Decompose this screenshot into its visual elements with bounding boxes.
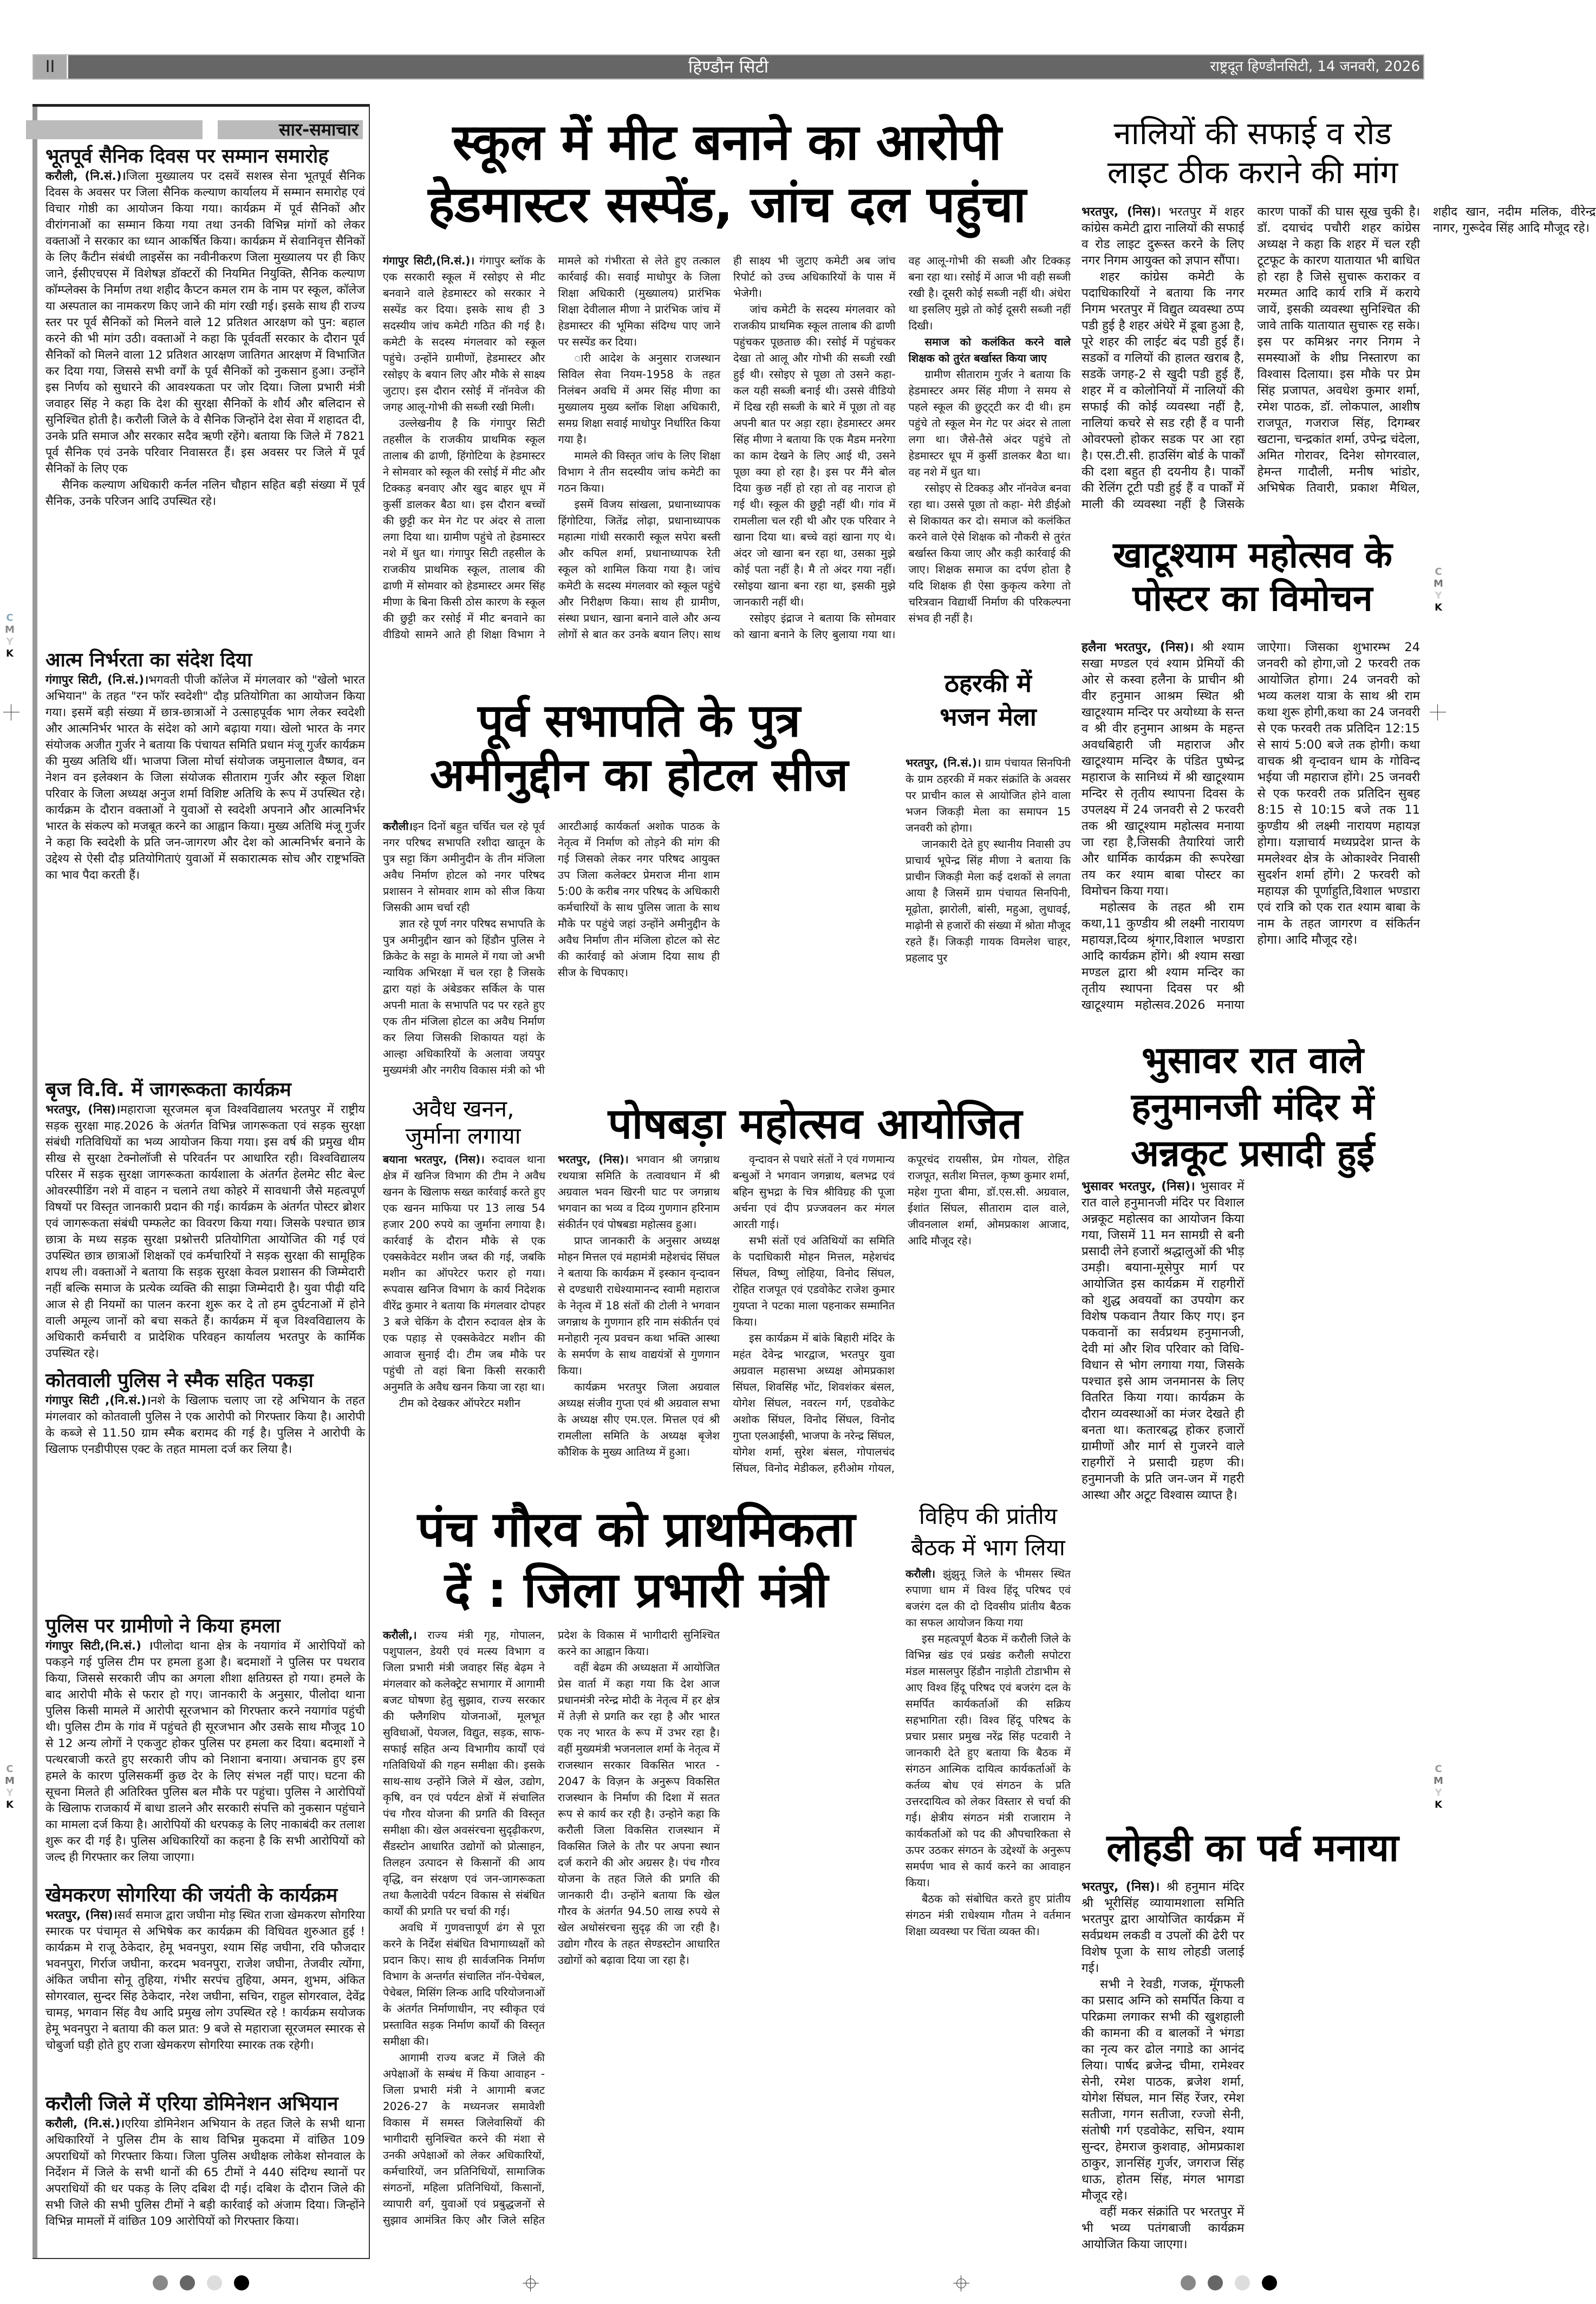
cmyk-letter: Y: [1435, 590, 1442, 601]
headline-line: अन्नकूट प्रसादी हुई: [1130, 1132, 1375, 1175]
article-body: [558, 1151, 720, 1232]
article-body: रसोइए इंद्राज ने बताया कि सोमवार को खाना बनाने के लिए बुलाया गया था। वह आलू-गोभी की सब्जी और टिक्कड़ बना रहा था। रसोई में आज भी वही सब्जी रखी है। दूसरी कोई सब्जी नहीं थी। अंधेरा था इसलिए मुझे तो कोई दूसरी सब्जी नहीं दिखी।: [733, 254, 1071, 641]
cmyk-letter: C: [1435, 566, 1442, 577]
article-dateline: करौली,।: [383, 1628, 417, 1641]
article-body: सैनिक कल्याण अधिकारी कर्नल नलिन चौहान सहित बड़ी संख्या में पूर्व सैनिक, उनके परिजन आदि उपस्थित रहे।: [45, 478, 365, 508]
article-dateline: बयाना भरतपुर, (निस)।: [383, 1153, 485, 1166]
article-body: [1082, 639, 1245, 899]
cmyk-letter: Y: [1435, 1787, 1442, 1799]
article-headline: भूतपूर्व सैनिक दिवस पर सम्मान समारोह: [45, 145, 329, 167]
page-number: II: [34, 55, 68, 79]
cmyk-mark: [1433, 566, 1444, 614]
article-headline: आत्म निर्भरता का संदेश दिया: [45, 649, 252, 671]
headline-line: स्कूल में मीट बनाने का आरोपी: [452, 113, 1002, 171]
cmyk-letter: M: [1434, 578, 1443, 589]
article-body: वृन्दावन से पधारे संतों ने एवं गणमान्य बन्धुओं ने भगवान जगन्नाथ, बलभद्र एवं बहिन सुभद्रा के चित्र श्रीविग्रह की पूजा अर्चना एवं दीप प्रज्जवलन कर मंगल आरती गाई।: [733, 1153, 895, 1231]
story-body: [383, 1627, 895, 2258]
registration-dot: [1235, 2275, 1250, 2290]
story-body: [1082, 204, 1596, 515]
brief-article: [45, 1614, 365, 1883]
article-dateline: करौली, (नि.सं.)।: [45, 2117, 125, 2131]
article-headline: खेमकरण सोगरिया की जयंती के कार्यक्रम: [45, 1884, 338, 1906]
article-body: ग्रामीण सीताराम गुर्जर ने बताया कि हेडमास्टर अमर सिंह मीणा ने समय से पहले स्कूल की छुट्ट्टी कर दी थी। हम पहुंचे तो स्कूल मेन गेट पर अंदर से ताला लगा था। जैसे-तैसे अंदर पहुंचे तो हेडमास्टर धूप में कुर्सी डालकर बैठा था। वह नशे में धुत था।: [908, 368, 1071, 478]
article-body: [45, 1393, 365, 1458]
article-body: [906, 1566, 1071, 1631]
article-dateline: भरतपुर, (नि.सं.)।: [906, 756, 981, 769]
headline-line: दें : जिला प्रभारी मंत्री: [444, 1562, 829, 1619]
story-headline: [1082, 114, 1423, 192]
registration-dot: [1181, 2275, 1196, 2290]
headline-line: बैठक में भाग लिया: [911, 1534, 1065, 1561]
cmyk-letter: C: [1435, 1763, 1442, 1775]
cmyk-mark: [4, 612, 15, 660]
article-text: भगवान श्री जगन्नाथ रथयात्रा समिति के तत्वावधान में श्री अग्रवाल भवन खिरनी घाट पर जगन्नाथ भगवान का भव्य व दिव्य गुणगान हरिनाम संकीर्तन एवं पोषबडा महोत्सव हुआ।: [558, 1153, 720, 1231]
story-headline: [379, 1095, 547, 1150]
article-body: वहीं मकर संक्रांति पर भरतपुर में भी भव्य पतंगबाजी कार्यक्रम आयोजित किया जाएगा।: [1082, 2205, 1245, 2251]
cmyk-letter: M: [5, 624, 15, 635]
article-body: रसोइए से टिक्कड़ और नॉनवेज बनवा रहा था। उससे पूछा तो कहा- मेरी डीईओ से शिकायत कर दो। समाज को कलंकित करने वाले ऐसे शिक्षक को नौकरी से तुरंत बर्खास्त किया जाए और कड़ी कार्रवाई की जाए। शिक्षक समाज का दर्पण होता है यदि शिक्षक ही ऐसा कुकृत्य करेगा तो चरित्रवान विद्यार्थी निर्माण की परिकल्पना संभव ही नहीं है।: [908, 482, 1071, 625]
column-label: सार-समाचार: [214, 120, 363, 139]
headline-line: जुर्माना लगाया: [405, 1122, 521, 1149]
cmyk-letter: C: [6, 612, 14, 624]
registration-dot: [234, 2275, 249, 2290]
cmyk-letter: K: [1435, 602, 1442, 613]
news-briefs-column: [32, 104, 370, 2259]
article-dateline: भरतपुर, (निस)।: [45, 1909, 118, 1922]
cmyk-letter: M: [1434, 1775, 1443, 1787]
cmyk-letter: Y: [6, 636, 14, 647]
headline-line: पूर्व सभापति के पुत्र: [478, 694, 800, 747]
cmyk-letter: Y: [6, 1787, 14, 1799]
article-dateline: गंगापुर सिटी,(नि.सं.)।: [383, 254, 475, 267]
headline-line: नालियों की सफाई व रोड: [1113, 115, 1392, 152]
article-dateline: भरतपुर, (निस)।: [558, 1153, 629, 1166]
article-body: [383, 252, 545, 415]
registration-dot: [1208, 2275, 1223, 2290]
headline-line: भजन मेला: [940, 702, 1037, 731]
article-body: सभी ने रेवडी, गजक, मूॅगफली का प्रसाद अग्नि को समर्पित किया व परिक्रमा लगाकर सभी की खुशहाली की कामना की व बालकों ने भंगडा का नृत्य कर ढोल नगाडे का आनंद लिया। पार्षद ब्रजेन्द्र चीमा, रामेश्वर सेनी, रमेश पाठक, ब्रजेश शर्मा, योगेश सिंघल, मान सिंह रेंजर, रमेश सतीजा, गगन सतीजा, रज्जो सेनी, संतोषी गर्ग एडवोकेट, सचिन, श्याम सुन्दर, हेमराज कुशवाह, ओमप्रकाश ठाकुर, ज्ञानसिंह गुर्जर, जगराज सिंह धाऊ, होतम सिंह, मंगल भागडा मौजूद रहे।: [1082, 1977, 1245, 2203]
article-body: इसमें विजय सांखला, प्रधानाध्यापक हिंगोटिया, जितेंद्र लोढ़ा, प्रधानाध्यापक महात्मा गांधी सरकारी स्कूल सपेरा बस्ती और कपिल शर्मा, प्रधानाध्यापक रेती स्कूल को शामिल किया गया है। जांच कमेटी के सदस्य मंगलवार को स्कूल पहुंचे और निरीक्षण किया। साथ ही ग्रामीण, संस्था प्रधान, खाना बनाने वाले और अन्य लोगों से बात कर उनके बयान लिए। साथ ही साक्ष्य भी जुटाए कमेटी अब जांच रिपोर्ट को उच्च अधिकारियों के पास में भेजेगी।: [558, 254, 896, 641]
headline-line: हनुमानजी मंदिर में: [1131, 1086, 1374, 1128]
article-text: भरतपुर में शहर कांग्रेस कमेटी द्वारा नालियों की सफाई व रोड लाइट दुरूस्त करने के लिए नगर निगम आयुक्त को ज्ञपान सौंपा।: [1082, 205, 1245, 268]
headline-line: अवैध खनन,: [412, 1095, 514, 1122]
headline-line: हेडमास्टर सस्पेंड, जांच दल पहुंचा: [428, 176, 1026, 233]
article-body: टीम को देखकर ऑपरेटर मशीन: [399, 1397, 520, 1410]
article-body: [45, 1638, 365, 1866]
article-body: इस महत्वपूर्ण बैठक में करौली जिले के विभिन्न खंड एवं प्रखंड करौली सपोटरा मंडल मासलपुर हिंडौन नाड़ोती टोडाभीम से आए विश्व हिंदू परिषद एवं बजरंग दल के समर्पित कार्यकर्ताओं की सक्रिय सहभागिता रही। विश्व हिंदू परिषद के प्रचार प्रसार प्रमुख नरेंद्र सिंह पटवारी ने जानकारी देते हुए बताया कि बैठक में संगठन आत्मिक दायित्व कार्यकर्ताओं के कर्तव्य बोध एवं संगठन के प्रति उत्तरदायित्व को लेकर विस्तार से चर्चा की गई। क्षेत्रीय संगठन मंत्री राजाराम ने कार्यकर्ताओं को पद की औपचारिकता से ऊपर उठकर संगठन के उद्देश्यों के अनुरूप समर्पण भाव से कार्य करने का आवाहन किया।: [906, 1632, 1071, 1889]
registration-dot: [1262, 2275, 1277, 2290]
registration-dot: [207, 2275, 222, 2290]
article-body: आगामी राज्य बजट में जिले की अपेक्षाओं के सम्बंध में किया आवाहन - जिला प्रभारी मंत्री ने आगामी बजट 2026-27 के मध्यनजर समावेशी विकास में समस्त जिलेवासियों की भागीदारी सुनिश्चित करने की मंशा से उनकी अपेक्षाओं को लेकर अधिकारियों, कर्मचारियों, जन प्रतिनिधियों, सामाजिक संगठनों, महिला प्रतिनिधियों, किसानों, व्यापारी वर्ग, युवाओं एवं प्रबुद्धजनों से सुझाव आमंत्रित किए और जिले सहित प्रदेश के विकास में भागीदारी सुनिश्चित करने का आह्वान किया।: [383, 1628, 720, 2227]
article-body: [45, 672, 365, 884]
article-dateline: करौली।: [906, 1567, 936, 1580]
headline-line: लाइट ठीक कराने की मांग: [1107, 154, 1398, 191]
article-dateline: गंगापुर सिटी,(नि.सं.) ।: [45, 1639, 153, 1653]
registration-dot: [153, 2275, 168, 2290]
story-body: [1082, 1178, 1420, 1807]
article-text: भगवती पीजी कॉलेज में मंगलवार को "खेलो भारत अभियान" के तहत "रन फॉर स्वदेशी" दौड़ प्रतियोगिता का आयोजन किया गया। इसमें बड़ी संख्या में छात्र-छात्राओं ने उत्साहपूर्वक भाग लेकर स्वदेशी और आत्मनिर्भर भारत के संदेश को आगे बढ़ाया गया। खेलो भारत के नगर संयोजक अजीत गुर्जर ने बताया कि पंचायत समिति प्रधान मंजू गुर्जर कार्यक्रम की मुख्य अतिथि थीं। भाजपा जिला मोर्चा संयोजक जमुनालाल वैष्णव, वन नेशन वन इलेक्शन के जिला संयोजक सीताराम गुर्जर और स्कूल शिक्षा परिवार के जिला अध्यक्ष अनुज शर्मा विशिष्ट अतिथि के रूप में उपस्थित रहे। कार्यक्रम के दौरान वक्ताओं ने युवाओं से स्वदेशी अपनाने और आत्मनिर्भर भारत के संकल्प को मजबूत करने का आह्वान किया। मुख्य अतिथि मंजू गुर्जर ने कहा कि स्वदेशी के प्रति जन-जागरण और देश को आत्मनिर्भर बनाने के उद्देश्य से ऐसी दौड़ प्रतियोगिताएं युवाओं में सकारात्मक सोच और राष्ट्रभक्ति का भाव पैदा करती हैं।: [45, 673, 365, 882]
article-body: सभी संतों एवं अतिथियों का समिति के पदाधिकारी मोहन मित्तल, महेशचंद सिंघल, विष्णु लोहिया, विनोद सिंघल, रोहित राजपूत एवं एडवोकेट राजेश कुमार गुयप्ता ने पटका माला पहनाकर सम्मानित किया।: [733, 1234, 895, 1328]
story-headline: [379, 693, 899, 802]
lead-headline: [379, 111, 1075, 236]
article-body: [383, 1627, 545, 1919]
article-text: सर्व समाज द्वारा जघीना मोड़ स्थित राजा खेमकरण सोगरिया स्मारक पर पंचामृत से अभिषेक कर कार्यक्रम की विधिवत शुरुआत हुई ! कार्यक्रम मे राजू ठेकेदार, हेमू भवनपुरा, श्याम सिंह जघीना, रवि फौजदार भवनपुरा, गिर्राज जघीना, करदम भवनपुरा, राजेश जघीना, तेजवीर त्योंगा, अंकित जघीना सोनू तुहिया, गंभीर सरपंच तुहिया, अमन, शुभम, अंकित सोगरवाल, सुन्दर सिंह ठेकेदार, नरेश जघीना, सचिन, राहुल सोगरवाल, देवेंद्र चामड़, भगवान सिंह वैध आदि प्रमुख लोग उपस्थित रहे ! कार्यक्रम सयोजक हेमू भवनपुरा ने बताया की कल प्रात: 9 बजे से महाराजा सूरजमल स्मारक से चोबुर्जा घड़ी होते हुए राजा खेमकरण सोगरिया स्मारक तक रहेगी।: [45, 1909, 365, 2052]
article-body: महोत्सव के तहत श्री राम कथा,11 कुण्डीय श्री लक्ष्मी नारायण महायज्ञ,दिव्य श्रृंगार,विशाल भण्डारा आदि कार्यक्रम होंगे। श्री श्याम सखा मण्डल द्वारा श्री श्याम मन्दिर का तृतीय स्थापना दिवस पर श्री खाटूश्याम महोत्सव.2026 मनाया जाऐगा। जिसका शुभारम्भ 24 जनवरी को होगा,जो 2 फरवरी तक आयोजित होगा। 24 जनवरी को भव्य कलश यात्रा के साथ श्री राम कथा शुरू होगी,कथा का 24 जनवरी से एक फरवरी तक प्रतिदिन 12:15 से सायं 5:00 बजे तक होगी। कथा वाचक श्री वृन्दावन धाम के गोविन्द भईया जी महाराज होंगे। 25 जनवरी से एक फरवरी तक प्रतिदिन सुबह 8:15 से 10:15 बजे तक 11 कुण्डीय श्री लक्ष्मी नारायण महायज्ञ होगा। यज्ञाचार्य मध्यप्रदेश प्रान्त के ममलेश्वर क्षेत्र के ओकाश्वेर निवासी सुदर्शन शर्मा होंगे। 2 फरवरी को महायज्ञ की पूर्णाहुति,विशाल भण्डारा एवं रात्रि को एक रात श्याम बाबा के नाम के तहत जागरण व संकिर्तन होगा। आदि मौजूद रहे।: [1082, 640, 1420, 1012]
registration-crosshair: [953, 2275, 969, 2292]
article-dateline: करौली।: [383, 820, 413, 833]
article-body: अवधि में गुणवत्तापूर्ण ढंग से पूरा करने के निर्देश संबंधित विभागाध्यक्षों को प्रदान किए। साथ ही सार्वजनिक निर्माण विभाग के अन्तर्गत संचालित नॉन-पेचेबल, पेचेबल, मिसिंग लिन्क आदि परियोजनाओं के अंतर्गत निर्माणाधीन, नए स्वीकृत एवं प्रस्तावित सड़क निर्माण कार्यों की विस्तृत समीक्षा की।: [383, 1921, 545, 2048]
page-header-band: [32, 54, 1424, 80]
article-headline: बृज वि.वि. में जागरूकता कार्यक्रम: [45, 1079, 291, 1101]
article-body: ारी आदेश के अनुसार राजस्थान सिविल सेवा नियम-1958 के तहत निलंबन अवधि में अमर सिंह मीणा का मुख्यालय मुख्य ब्लॉक शिक्षा अधिकारी, समग्र शिक्षा सवाई माधोपुर निर्धारित किया गया है।: [558, 352, 720, 446]
article-text: ग्राम पंचायत सिनपिनी के ग्राम ठहरकी में मकर संक्रांति के अवसर पर प्राचीन काल से आयोजित होने वाला भजन जिकड़ी मेला का समापन 15 जनवरी को होगा।: [906, 756, 1071, 834]
article-body: [1082, 1879, 1245, 1976]
brief-article: [45, 2092, 365, 2257]
story-body: [1082, 1879, 1420, 2258]
article-text: महाराजा सूरजमल बृज विश्वविद्यालय भरतपुर में राष्ट्रीय सड़क सुरक्षा माह.2026 के अंतर्गत विभिन्न जागरूकता एवं सड़क सुरक्षा संबंधी गतिविधियों का भव्य आयोजन किया गया। इस वर्ष की प्रमुख थीम सीख से सुरक्षा टेक्नोलॉजी से परिवर्तन पर आधारित रही। विश्वविद्यालय परिसर में सड़क सुरक्षा जागरूकता कार्यशाला के अंतर्गत हेलमेट सीट बेल्ट ओवरस्पीडिंग नशे में वाहन न चलाने तथा कोहरे में सावधानी जैसे महत्वपूर्ण विषयों पर विस्तृत जानकारी प्रदान की गई। कार्यक्रम के अंतर्गत पोस्टर ब्रोशर एवं जागरूकता संबंधी पम्फलेट का विवरण किया गया। जिसके पश्चात छात्र छात्रा के मध्य सड़क सुरक्षा प्रश्नोत्तरी प्रतियोगिता आयोजित की गई एवं उपस्थित छात्र छात्राओं शिक्षकों एवं कर्मचारियों ने सड़क सुरक्षा की सामूहिक शपथ ली। वक्ताओं ने बताया कि सड़क सुरक्षा केवल प्रशासन की जिम्मेदारी नहीं बल्कि समाज के प्रत्येक व्यक्ति की साझा जिम्मेदारी है। युवा पीढ़ी यदि आज से ही नियमों का पालन करना शुरू कर दे तो हम दुर्घटनाओं में होने वाली अमूल्य जानों को बचा सकते हैं। कार्यक्रम में बृज विश्वविद्यालय के अधिकारी कर्मचारी व प्रादेशिक परिवहन कार्यालय भरतपुर के कार्मिक उपस्थित रहे।: [45, 1103, 365, 1360]
article-body: [45, 168, 365, 477]
lead-story-body: [383, 252, 1071, 648]
article-dateline: भुसावर भरतपुर, (निस)।: [1082, 1179, 1195, 1193]
article-body: कार्यक्रम भरतपुर जिला अग्रवाल अध्यक्ष संजीव गुप्ता एवं श्री अग्रवाल सभा के अध्यक्ष सीए एम.एल. मित्तल एवं श्री रामलीला समिति के अध्यक्ष बृजेश कौशिक के मुख्य आतिथ्य में हुआ।: [558, 1380, 720, 1458]
article-body: मामले की विस्तृत जांच के लिए शिक्षा विभाग ने तीन सदस्यीय जांच कमेटी का गठन किया।: [558, 449, 720, 495]
registration-crosshair: [523, 2275, 539, 2292]
story-headline: [1082, 534, 1423, 620]
article-text: झुंझुनू जिले के भीमसर स्थित रुपाणा धाम में विश्व हिंदू परिषद एवं बजरंग दल की दो दिवसीय प्रांतीय बैठक का सफल आयोजन किया गया: [906, 1567, 1071, 1629]
article-body: [45, 2116, 365, 2230]
story-headline: लोहडी का पर्व मनाया: [1106, 1826, 1399, 1870]
cmyk-mark: [4, 1763, 15, 1811]
cmyk-letter: C: [6, 1763, 14, 1775]
article-subhead: समाज को कलंकित करने वाले शिक्षक को तुरंत बर्खास्त किया जाए: [908, 335, 1071, 365]
article-body: [45, 1102, 365, 1362]
article-dateline: करौली, (नि.सं.)।: [45, 170, 126, 183]
article-body: [1082, 1178, 1245, 1503]
story-body: [558, 1151, 1070, 1487]
article-text: एरिया डोमिनेशन अभियान के तहत जिले के सभी थाना अधिकारियों ने पुलिस टीम के साथ विभिन्न मुकदमा में वांछित 109 अपराधियों को गिरफ्तार किया। जिला पुलिस अधीक्षक लोकेश सोनवाल के निर्देशन में जिले के सभी थानों की 65 टीमों ने 440 संदिग्ध स्थानों पर अपराधियों की धर पकड़ के लिए दबिश दी गई। दबिश के दौरान जिले की सभी जिले की सभी पुलिस टीमों ने बड़ी कार्रवाई को अंजाम दिया। जिन्होंने विभिन्न मामलों में वांछित 109 आरोपियों को गिरफ्तार किया।: [45, 2117, 365, 2228]
article-text: रुदावल थाना क्षेत्र में खनिज विभाग की टीम ने अवैध खनन के खिलाफ सख्त कार्रवाई करते हुए एक खनन माफिया पर 13 लाख 54 हजार 200 रुपये का जुर्माना लगाया है। कार्रवाई के दौरान मौके से एक एक्सकेवेटर मशीन जब्त की गई, जबकि मशीन का ऑपरेटर फरार हो गया। रूपवास खनिज विभाग के कार्य निदेशक वीरेंद्र कुमार ने बताया कि मंगलवार दोपहर 3 बजे चेकिंग के दौरान रुदावल क्षेत्र के एक पहाड़ से एक्सकेवेटर मशीन की आवाज सुनाई दी। टीम जब मौके पर पहुंची तो वहां बिना किसी सरकारी अनुमति के अवैध खनन किया जा रहा था।: [383, 1153, 545, 1393]
story-headline: [1082, 1037, 1423, 1177]
story-body: [383, 818, 895, 1089]
article-text: राज्य मंत्री गृह, गोपालन, पशुपालन, डेयरी एवं मत्स्य विभाग व जिला प्रभारी मंत्री जवाहर सिंह बेढ़म ने मंगलवार को कलेक्ट्रेट सभागार में आगामी बजट घोषणा हेतु सुझाव, राज्य सरकार की फ्लैगशिप योजनाओं, मूलभूत सुविधाओं, पेयजल, विद्युत, सड़क, साफ-सफाई सहित अन्य विभागीय कार्यों एवं गतिविधियों की गहन समीक्षा की। इसके साथ-साथ उन्होंने जिले में खेल, उद्योग, कृषि, वन एवं पर्यटन क्षेत्रों में संचालित पंच गौरव योजना की प्रगति की विस्तृत समीक्षा की। खेल अवसंरचना सुदृढ़ीकरण, सैंडस्टोन आधारित उद्योगों को प्रोत्साहन, तिलहन उत्पादन से किसानों की आय वृद्धि, वन संरक्षण एवं जन-जागरूकता तथा कैलादेवी पर्यटन विकास से संबंधित कार्यों की प्रगति पर चर्चा की गई।: [383, 1628, 545, 1918]
article-text: नशे के खिलाफ चलाए जा रहे अभियान के तहत मंगलवार को कोतवाली पुलिस ने एक आरोपी को गिरफ्तार किया है। आरोपी के कब्जे से 11.50 ग्राम स्मैक बरामद की गई है। पुलिस ने आरोपी के खिलाफ एनडीपीएस एक्ट के तहत मामला दर्ज कर लिया है।: [45, 1394, 365, 1456]
brief-article: [45, 648, 365, 1071]
article-body: प्राप्त जानकारी के अनुसार अध्यक्ष मोहन मित्तल एवं महामंत्री महेशचंद सिंघल ने बताया कि कार्यक्रम में इस्कान वृन्दावन से दण्डधारी राधेश्यामानन्द स्वामी महाराज के नेतृत्व में 18 संतों की टोली ने भगवान जगन्नाथ के गुणगान हरि नाम संकीर्तन एवं मनोहारी नृत्य प्रवचन कथा भक्ति आस्था के समर्पण के साथ वाद्ययंत्रों से गुणगान किया।: [558, 1234, 720, 1377]
registration-crosshair: [1430, 704, 1446, 721]
edition-dateline: राष्ट्रदूत हिण्डौनसिटी, 14 जनवरी, 2026: [1210, 59, 1420, 75]
headline-line: पोस्टर का विमोचन: [1132, 577, 1373, 619]
article-body: जानकारी देते हुए स्थानीय निवासी उप प्राचार्य भूपेन्द्र सिंह मीणा ने बताया कि प्राचीन जिकड़ी मेला कई दशकों से लगता आया है जिसमें ग्राम पंचायत सिनपिनी, मूढ़ोता, झारोली, बांसी, महुआ, लुधावई, माढ़ोनी से हजारों की संख्या में श्रोता मौजूद रहते हैं। जिकड़ी गायक विमलेश चाहर, प्रहलाद पुर: [906, 838, 1071, 964]
article-body: [45, 1907, 365, 2054]
story-headline: पोषबड़ा महोत्सव आयोजित: [608, 1100, 1022, 1148]
column-rule: [32, 107, 37, 2258]
article-body: [383, 818, 545, 916]
article-headline: पुलिस पर ग्रामीणो ने किया हमला: [45, 1615, 281, 1637]
article-body: इस कार्यक्रम में बांके बिहारी मंदिर के महंत देवेन्द्र भारद्वाज, भरतपुर युवा अग्रवाल महासभा अध्यक्ष ओमप्रकाश सिंघल, शिवसिंह भोंट, शिवशंकर बंसल, योगेश सिंघल, नवरत्न गर्ग, एडवोकेट अशोक सिंघल, विनोद सिंघल, विनोद गुप्ता एलआईसी, भाजपा के नरेन्द्र सिंघल, योगेश शर्मा, सुरेश बंसल, गोपालचंद सिंघल, विनोद मेडीकल, हरीओम गोयल, कपूरचंद रायसीस, प्रेम गोयल, रोहित राजपूत, सतीश मित्तल, कृष्ण कुमार शर्मा, महेश गुप्ता बीमा, डॉ.एस.सी. अग्रवाल, ईशांत सिंघल, सीताराम दाल वाले, जीवनलाल शर्मा, ओमप्रकाश आजाद, आदि मौजूद रहे।: [733, 1153, 1070, 1475]
story-headline: [379, 1500, 894, 1621]
registration-crosshair: [3, 704, 19, 721]
cmyk-letter: K: [6, 648, 14, 659]
article-body: [1082, 204, 1245, 269]
cmyk-letter: K: [6, 1799, 14, 1810]
story-body: [906, 755, 1071, 1091]
article-text: भुसावर में रात वाले हनुमानजी मंदिर पर विशाल अन्नकूट महोत्सव का आयोजन किया गया, जिसमें 11 मन सामग्री से बनी प्रसादी लेने हजारों श्रद्धालुओं की भीड़ उमड़ी। बयाना-मूसेपुर मार्ग पर आयोजित इस कार्यक्रम में राहगीरों को शुद्ध अवयवों का उपयोग कर विशेष पकवान तैयार किए गए। इन पकवानों का सर्वप्रथम हनुमानजी, देवी मां और शिव परिवार को विधि-विधान से भोग लगाया गया, जिसके पश्चात इसे आम जनमानस के लिए वितरित किया गया। कार्यक्रम के दौरान व्यवस्थाओं का मंजर देखते ही बनता था। कतारबद्ध होकर हजारों ग्रामीणों और मार्ग से गुजरने वाले राहगीरों ने प्रसादी ग्रहण की। हनुमानजी के प्रति जन-जन में गहरी आस्था और अटूट विश्वास व्याप्त है।: [1082, 1179, 1245, 1502]
article-text: जिला मुख्यालय पर दसवें सशस्त्र सेना भूतपूर्व सैनिक दिवस के अवसर पर जिला सैनिक कल्याण कार्यालय में सम्मान समारोह एवं विचार गोष्ठी का आयोजन किया गया। कार्यक्रम में पूर्व सैनिकों और वीरांगनाओं का सम्मान किया गया तथा उनकी विभिन्न मांगों को लेकर वक्ताओं ने सरकार का ध्यान आकर्षित किया। कार्यक्रम में सेवानिवृत्त सैनिकों के लिए कैंटीन संबंधी लाइसेंस का नवीनीकरण जिला मुख्यालय पर ही किए जाने, ईसीएचएस में विशेषज्ञ डॉक्टरों की नियमित नियुक्ति, सैनिक कल्याण कॉम्प्लेक्स के निर्माण तथा शहीद कैप्टन कमल राम के नाम पर स्कूल, कॉलेज या अस्पताल का नामकरण किए जाने की मांग रखी गई। इसके साथ ही राज्य स्तर पर पूर्व सैनिकों को मिलने वाले 12 प्रतिशत आरक्षण को पुन: बहाल करने की भी मांग उठी। वक्ताओं ने कहा कि पूर्ववर्ती सरकार के दौरान पूर्व सैनिकों को मिलने वाला 12 प्रतिशत आरक्षण जातिगत आरक्षण में विभाजित कर दिया गया, जिससे सभी वर्गों के पूर्व सैनिकों को नुकसान हुआ। उन्होंने इस निर्णय को सुधारने की आवश्यकता पर जोर दिया। जिला प्रभारी मंत्री जवाहर सिंह ने कहा कि देश की सुरक्षा सैनिकों के शौर्य और बलिदान से सुनिश्चित होती है। करौली जिले के वे सैनिक जिन्होंने देश सेवा में शहादत दी, उनके प्रति समाज और सरकार सदैव ऋणी रहेंगे। बताया कि जिले में 7821 पूर्व सैनिक एवं उनके परिवार निवासरत हैं। इस अवसर पर जिले में पूर्व सैनिकों के लिए एक: [45, 170, 365, 476]
article-dateline: भरतपुर, (निस)।: [45, 1103, 121, 1117]
article-body: ज्ञात रहे पूर्ण नगर परिषद सभापति के पुत्र अमीनुद्दीन खान को हिंडौन पुलिस ने क्रिकेट के सट्टा के मामले में गया जो अभी न्यायिक अभिरक्षा में चल रहा है जिसके द्वारा यहां के अंबेडकर सर्किल के पास अपनी माता के सभापति पद पर रहते हुए एक तीन मंजिला होटल का अवैध निर्माण कर लिया जिसकी शिकायत यहां के आल्हा अधिकारियों के अलावा जयपुर मुख्यमंत्री और नगरीय विकास मंत्री को भी आरटीआई कार्यकर्ता अशोक पाठक के नेतृत्व में निर्माण को तोड़ने की मांग की गई जिसको लेकर नगर परिषद आयुक्त उप जिला कलेक्टर प्रेमराज मीना शाम 5:00 के करीब नगर परिषद के अधिकारी कर्मचारियों के साथ पुलिस जाता के साथ मौके पर पहुंचे जहां उन्होंने अमीनुद्दीन के अवैध निर्माण तीन मंजिला होटल को सेट की कार्रवाई को अंजाम दिया साथ ही सीज के चिपकाए।: [383, 820, 720, 1076]
story-body: [906, 1566, 1071, 2258]
headline-line: अमीनुद्दीन का होटल सीज: [429, 748, 849, 801]
cmyk-letter: K: [1435, 1799, 1442, 1810]
article-body: शहर कांग्रेस कमेटी के पदाधिकारियों ने बताया कि नगर निगम भरतपुर में विद्युत व्यवस्था ठप्प पडी हुई है शहर अंधेरे में डूबा हुआ है, पूरे शहर की लाईट बंद पडी हुई हैं। सडकों व गलियों की हालत खराब है, सडकें जगह-2 से खुदी पडी हुई हैं, शहर में व कोलोनियों में नालियों की सफाई की कोई व्यवस्था नहीं है, नालियां कचरे से सड रही हैं व पानी ओवरफ्लो होकर सडक पर आ रहा है। एस.टी.सी. हाउसिंग बोर्ड के पार्कों की दशा बहुत ही दयनीय है। पार्कों की रेलिंग टूटी पडी हुई हैं व पार्कों में माली की व्यवस्था नहीं है जिसके कारण पार्कों की घास सूख चुकी है। डॉ. दयाचंद पचौरी शहर कांग्रेस अध्यक्ष ने कहा कि शहर में चल रही टूटफूट के कारण यातायात भी बाधित हो रहा है जिसे सुचारू कराकर व मरम्मत आदि कार्य रात्रि में कराये जायें, इसकी व्यवस्था सुनिश्चित की जावे ताकि यातायात सुचारू रह सके। इस पर कमिश्नर नगर निगम ने समस्याओं के शीघ्र निस्तारण का विश्वास दिलाया। इस मौके पर प्रेम सिंह प्रजापत, अवधेश कुमार शर्मा, रमेश पाठक, डॉ. लोकपाल, आशीष राजपूत, गजराज सिंह, दिगम्बर खटाना, चन्द्रकांत शर्मा, उपेन्द्र चंदेला, अमित गोरावर, दिनेश सोगरवाल, हेमन्त गादौली, मनीष भांडोर, अभिषेक तिवारी, प्रकाश मैथिल, शहीद खान, नदीम मलिक, वीरेन्द्र नागर, गुरूदेव सिंह आदि मौजूद रहे।: [1082, 205, 1596, 511]
article-text: इन दिनों बहुत चर्चित चल रहे पूर्व नगर परिषद सभापति रशीदा खातून के पुत्र सट्टा किंग अमीनुदीन के तीन मंजिला अवैध निर्माण होटल को नगर परिषद प्रशासन ने सोमवार शाम को सीज किया जिसकी आम चर्चा रही: [383, 820, 545, 914]
article-headline: कोतवाली पुलिस ने स्मैक सहित पकड़ा: [45, 1370, 314, 1392]
brief-article: [45, 1369, 365, 1613]
brief-article: [45, 1078, 365, 1368]
story-headline: [906, 1501, 1071, 1563]
article-dateline: भरतपुर, (निस)।: [1082, 205, 1161, 219]
brief-article: [45, 1884, 365, 2092]
article-body: [906, 755, 1071, 836]
registration-dot: [180, 2275, 195, 2290]
article-text: पीलोदा थाना क्षेत्र के नयागांव में आरोपियों को पकड़ने गई पुलिस टीम पर हमला हुआ है। बदमाशों ने पुलिस पर पथराव किया, जिससे सरकारी जीप का अगला शीशा क्षतिग्रस्त हो गया। हमले के बाद आरोपी मौके से फरार हो गए। जानकारी के अनुसार, पीलोदा थाना पुलिस किसी मामले में आरोपी सूरजभान को गिरफ्तार करने नयागांव पहुंची थी। पुलिस टीम के गांव में पहुंचते ही सूरजभान और उसके साथ मौजूद 10 से 12 अन्य लोगों ने एकजुट होकर पुलिस पर हमला कर दिया। बदमाशों ने पत्थरबाजी करते हुए सरकारी जीप को निशाना बनाया। अचानक हुए इस हमले के कारण पुलिसकर्मी कुछ देर के लिए संभल नहीं पाए। घटना की सूचना मिलते ही अतिरिक्त पुलिस बल मौके पर पहुंचा। पुलिस ने आरोपियों के खिलाफ राजकार्य में बाधा डालने और सरकारी संपत्ति को नुकसान पहुंचाने का मामला दर्ज किया है। आरोपियों की धरपकड़ के लिए नाकाबंदी कर तलाश शुरू कर दी गई है। पुलिस अधिकारियों का कहना है कि सभी आरोपियों को जल्द ही गिरफ्तार कर लिया जाएगा।: [45, 1639, 366, 1864]
article-dateline: गंगापुर सिटी ,(नि.सं.)।: [45, 1394, 151, 1407]
headline-line: विहिप की प्रांतीय: [918, 1503, 1058, 1529]
label-band: [26, 120, 203, 139]
story-headline: [906, 666, 1071, 734]
article-body: जांच कमेटी के सदस्य मंगलवार को राजकीय प्राथमिक स्कूल तालाब की ढाणी पहुंचकर पूछताछ की। रसोई में पहुंचकर देखा तो आलू और गोभी की सब्जी रखी हुई थी। रसोइए से पूछा तो उसने कहा- कल यही सब्जी बनाई थी। उससे वीडियो में दिख रही सब्जी के बारे में पूछा तो वह अपनी बात पर अड़ा रहा। हेडमास्टर अमर सिंह मीणा ने बताया कि एक मैडम मनरेगा का काम देखने के लिए आई थी, उसने पूछा क्या हो रहा है। इस पर मैंने बोल दिया कुछ नहीं हो रहा तो वह नाराज हो गई थी। स्कूल की छुट्टी नहीं थी। गांव में रामलीला चल रही थी और एक परिवार ने खाना दिया था। बच्चे वहां खाना गए थे। अंदर जो खाना बन रहा था, उसका मुझे कोई पता नहीं है। मै तो अंदर गया नहीं। रसोइया खाना बना रहा था, इसकी मुझे जानकारी नहीं थी।: [733, 303, 896, 608]
article-dateline: भरतपुर, (निस)।: [1082, 1880, 1160, 1894]
article-body: वहीं बेढम की अध्यक्षता में आयोजित प्रेस वार्ता में कहा गया कि देश आज प्रधानमंत्री नरेन्द्र मोदी के नेतृत्व में हर क्षेत्र में तेज़ी से प्रगति कर रहा है और भारत एक नए भारत के रूप में उभर रहा है। वहीं मुख्यमंत्री भजनलाल शर्मा के नेतृत्व में राजस्थान सरकार विकसित भारत - 2047 के विज़न के अनुरूप विकसित राजस्थान के निर्माण की दिशा में सतत रूप से कार्य कर रही है। उन्होने कहा कि करौली जिला विकसित राजस्थान में विकसित जिले के तौर पर अपना स्थान दर्ज कराने की ओर अग्रसर है। पंच गौरव योजना के तहत जिले की प्रगति की जानकारी दी। उन्होंने बताया कि खेल गौरव के अंतर्गत 94.50 लाख रुपये से खेल अधोसंरचना सुदृढ़ की जा रही है। उद्योग गौरव के तहत सेण्डस्टोन आधारित उद्योगों को बढ़ावा दिया जा रहा है।: [558, 1661, 720, 1966]
story-body: [383, 1151, 545, 1487]
cmyk-letter: M: [5, 1775, 15, 1787]
article-body: [383, 1151, 545, 1395]
article-text: श्री श्याम सखा मण्डल एवं श्याम प्रेमियों की ओर से कस्वा हलैना के प्राचीन श्री वीर हनुमान आश्रम स्थित श्री खाटूश्याम मन्दिर पर अयोध्या के सन्त व श्री वीर हनुमान आश्रम के महन्त अवधबिहारी जी महाराज और खाटूश्याम मन्दिर के पंडित पुष्पेन्द्र महाराज के सानिध्यं में श्री खाटूश्याम मन्दिर से तृतीय स्थापना दिवस के उपलक्ष्य में 24 जनवरी से 2 फरवरी तक श्री खाटूश्याम महोत्सव मनाया जा रहा है,जिसकी तैयारियां जारी और धार्मिक कार्यक्रम की रूपरेखा तय कर श्याम बाबा पोस्टर का विमोचन किया गया।: [1082, 640, 1245, 898]
headline-line: भुसावर रात वाले: [1141, 1039, 1364, 1082]
article-text: श्री हनुमान मंदिर श्री भूरीसिंह व्यायामशाला समिति भरतपुर द्वारा आयोजित कार्यक्रम में सर्वप्रथम लकडी व उपलों की ढेरी पर विशेष पूजा के साथ लोहडी जलाई गई।: [1082, 1880, 1245, 1975]
headline-line: खाटूश्याम महोत्सव के: [1113, 534, 1392, 576]
headline-line: ठहरकी में: [944, 669, 1032, 698]
article-headline: करौली जिले में एरिया डोमिनेशन अभियान: [45, 2093, 338, 2115]
section-title: हिण्डौन सिटी: [688, 56, 769, 77]
brief-article: [45, 145, 365, 648]
article-dateline: हलैना भरतपुर, (निस)।: [1082, 640, 1194, 654]
article-text: गंगापुर ब्लॉक के एक सरकारी स्कूल में रसोइए से मीट बनवाने वाले हेडमास्टर को सरकार ने सस्पेंड कर दिया। इसके साथ ही 3 सदस्यीय जांच कमेटी गठित की गई है। कमेटी के सदस्य मंगलवार को स्कूल पहुंचे। उन्होंने ग्रामीणों, हेडमास्टर और रसोइए के बयान लिए और मौके से साक्ष्य जुटाए। इस दौरान रसोई में नॉनवेज की जगह आलू-गोभी की सब्जी रखी मिली।: [383, 254, 545, 413]
headline-line: पंच गौरव को प्राथमिकता: [417, 1501, 856, 1558]
cmyk-mark: [1433, 1763, 1444, 1811]
article-body: बैठक को संबोधित करते हुए प्रांतीय संगठन मंत्री राधेश्याम गौतम ने वर्तमान शिक्षा व्यवस्था पर चिंता व्यक्त की।: [906, 1892, 1071, 1938]
story-body: [1082, 639, 1420, 1013]
article-dateline: गंगापुर सिटी, (नि.सं.)।: [45, 673, 149, 687]
article-body: उल्लेखनीय है कि गंगापुर सिटी तहसील के राजकीय प्राथमिक स्कूल तालाब की ढाणी, हिंगोटिया के हेडमास्टर ने सोमवार को स्कूल की रसोई में मीट और टिक्कड़ बनवाए और खुद बाहर धूप में कुर्सी डालकर बैठा था। इस दौरान बच्चों की छुट्टी कर मेन गेट पर अंदर से ताला लगा दिया था। ग्रामीण पहुंचे तो हेडमास्टर नशे में धुत था। गंगापुर सिटी तहसील के राजकीय प्राथमिक स्कूल, तालाब की ढाणी में सोमवार को हेडमास्टर अमर सिंह मीणा के बिना किसी ठोस कारण के स्कूल की छुट्टी कर रसोई में मीट बनवाने का वीडियो सामने आते ही शिक्षा विभाग ने मामले को गंभीरता से लेते हुए तत्काल कार्रवाई की। सवाई माधोपुर के जिला शिक्षा अधिकारी (मुख्यालय) प्रारंभिक शिक्षा देवीलाल मीणा ने प्रारंभिक जांच में हेडमास्टर की भूमिका संदिग्ध पाए जाने पर सस्पेंड कर दिया।: [383, 254, 720, 641]
